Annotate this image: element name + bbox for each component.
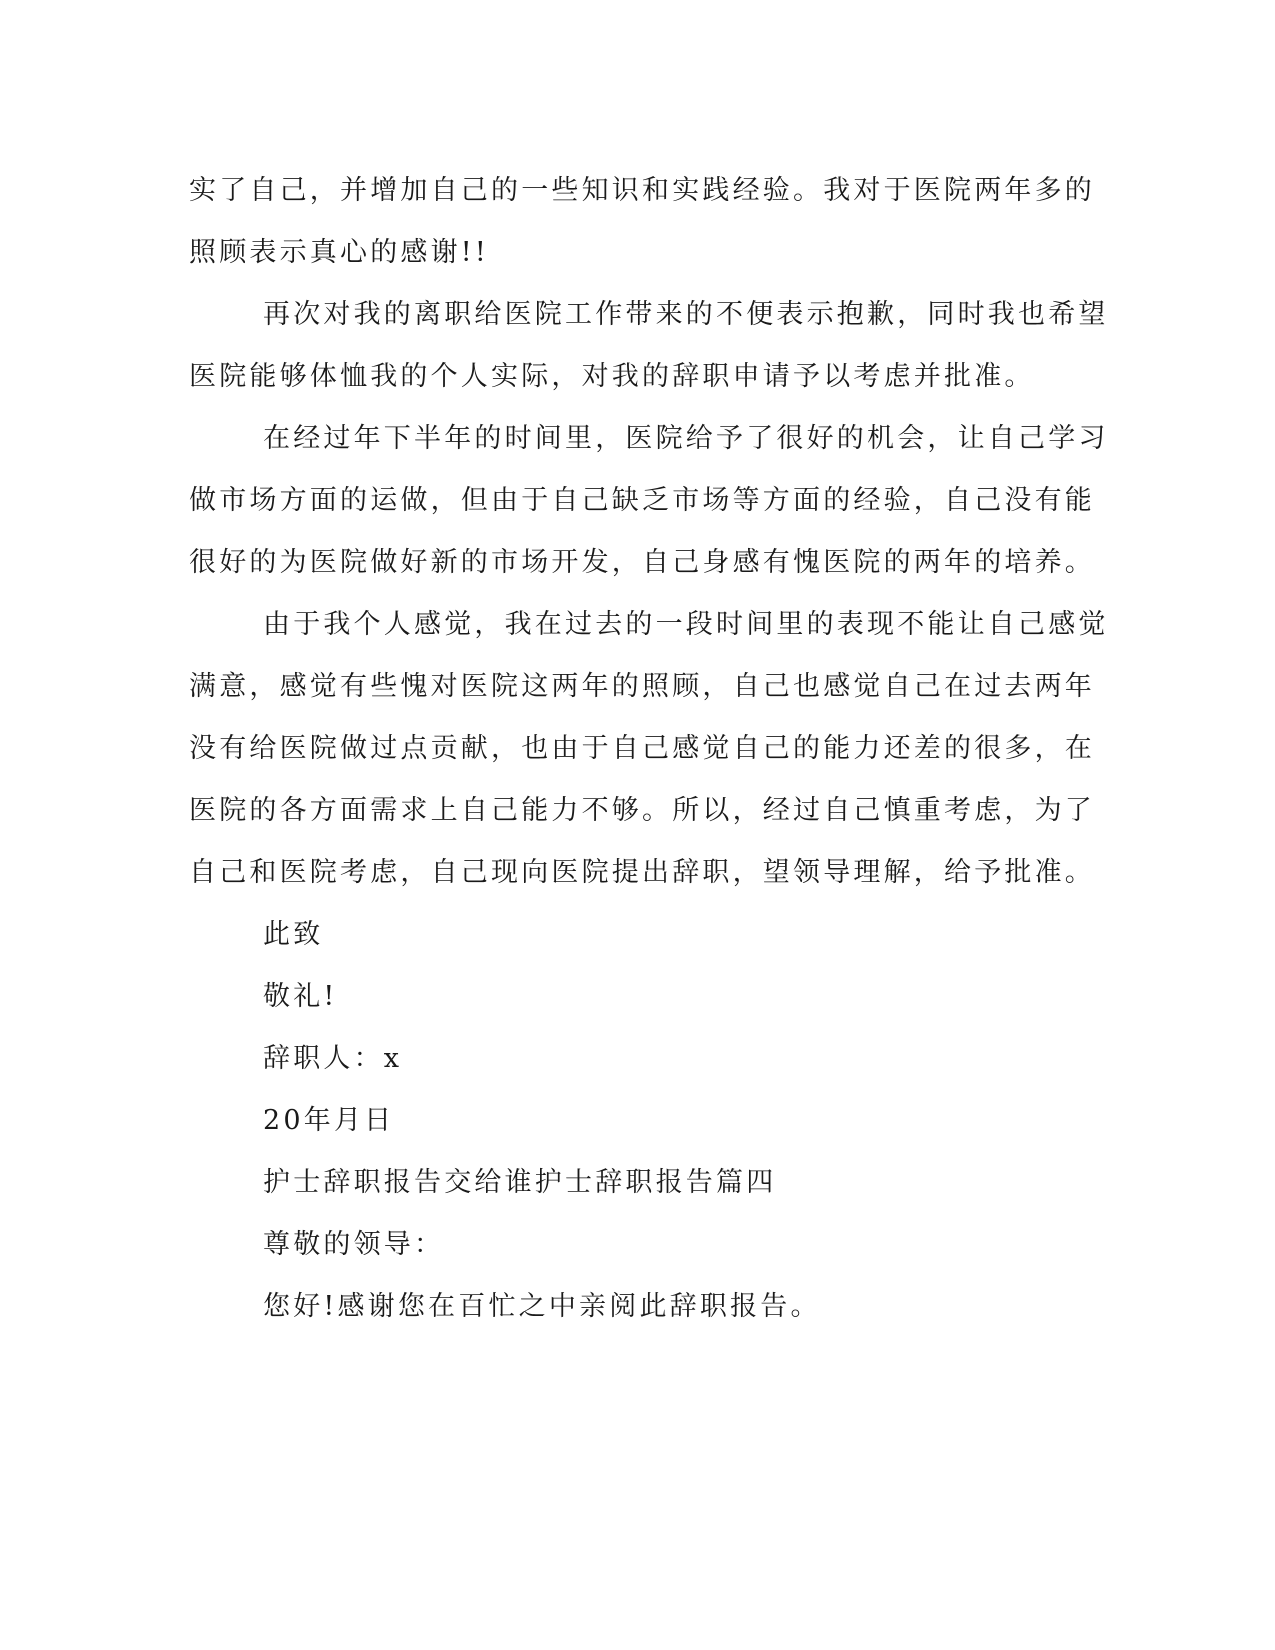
document-body xyxy=(189,160,1109,1338)
text-line: 自己和医院考虑，自己现向医院提出辞职，望领导理解，给予批准。 xyxy=(189,857,1095,888)
salutation-line: 敬礼! xyxy=(263,981,338,1012)
text-line: 由于我个人感觉，我在过去的一段时间里的表现不能让自己感觉 xyxy=(263,609,1109,640)
paragraph-reason xyxy=(189,594,1109,904)
section-title: 护士辞职报告交给谁护士辞职报告篇四 xyxy=(263,1167,777,1198)
paragraph-thanks xyxy=(189,160,1095,284)
closing-line: 此致 xyxy=(263,919,324,950)
text-line: 很好的为医院做好新的市场开发，自己身感有愧医院的两年的培养。 xyxy=(189,547,1095,578)
text-line: 没有给医院做过点贡献，也由于自己感觉自己的能力还差的很多，在 xyxy=(189,733,1095,764)
date-line: 20年月日 xyxy=(263,1105,395,1136)
paragraph-apology xyxy=(189,284,1109,408)
text-line: 在经过年下半年的时间里，医院给予了很好的机会，让自己学习 xyxy=(263,423,1109,454)
text-line: 照顾表示真心的感谢!! xyxy=(189,237,489,268)
text-line: 医院能够体恤我的个人实际，对我的辞职申请予以考虑并批准。 xyxy=(189,361,1035,392)
text-line: 满意，感觉有些愧对医院这两年的照顾，自己也感觉自己在过去两年 xyxy=(189,671,1095,702)
greeting-line: 尊敬的领导： xyxy=(263,1229,445,1260)
paragraph-experience xyxy=(189,408,1109,594)
text-line: 医院的各方面需求上自己能力不够。所以，经过自己慎重考虑，为了 xyxy=(189,795,1095,826)
signer-line: 辞职人：x xyxy=(263,1043,403,1074)
text-line: 再次对我的离职给医院工作带来的不便表示抱歉，同时我也希望 xyxy=(263,299,1109,330)
text-line: 做市场方面的运做，但由于自己缺乏市场等方面的经验，自己没有能 xyxy=(189,485,1095,516)
opening-line: 您好!感谢您在百忙之中亲阅此辞职报告。 xyxy=(263,1291,821,1322)
text-line: 实了自己，并增加自己的一些知识和实践经验。我对于医院两年多的 xyxy=(189,175,1095,206)
